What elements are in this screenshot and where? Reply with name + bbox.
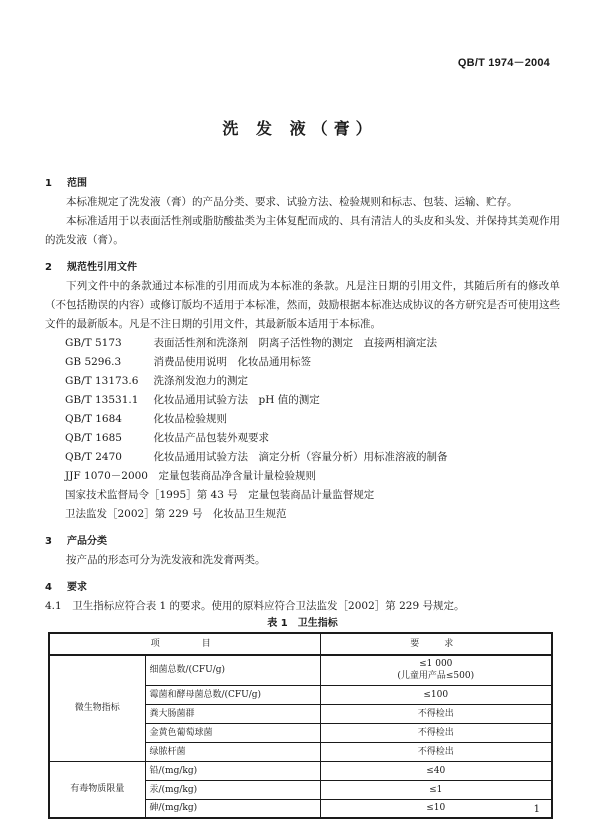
section-title: 要求: [67, 582, 87, 593]
section-number: 1: [45, 178, 52, 189]
table-header-row: [49, 633, 552, 655]
requirement-cell: 不得检出: [320, 704, 552, 723]
reference-code: QB/T 1685: [65, 432, 122, 444]
section-title: 产品分类: [67, 536, 107, 547]
clause-4-1: 4.1 卫生指标应符合表 1 的要求。使用的原料应符合卫法监发［2002］第 229 号规定。: [45, 600, 465, 612]
section-heading-requirements: [45, 578, 560, 597]
item-cell: 汞/(mg/kg): [145, 780, 320, 799]
reference-item: [65, 505, 560, 524]
item-cell: 粪大肠菌群: [145, 704, 320, 723]
reference-code: QB/T 1684: [65, 413, 122, 425]
section-title: 范围: [67, 178, 87, 189]
column-header-requirement: 要 求: [320, 633, 552, 655]
item-cell: 绿脓杆菌: [145, 742, 320, 761]
reference-code: GB/T 13531.1: [65, 394, 139, 406]
requirement-cell: ≤1: [320, 780, 552, 799]
reference-code: QB/T 2470: [65, 451, 122, 463]
requirement-cell: [320, 655, 552, 685]
reference-title: 定量包装商品净含量计量检验规则: [158, 470, 316, 482]
reference-code: JJF 1070－2000: [65, 470, 148, 482]
section-number: 3: [45, 536, 52, 547]
item-cell: 砷/(mg/kg): [145, 799, 320, 818]
group-label-toxic: 有毒物质限量: [49, 761, 145, 818]
item-cell: 细菌总数/(CFU/g): [145, 655, 320, 685]
table-row: [49, 655, 552, 685]
reference-code: GB 5296.3: [65, 356, 122, 368]
table-row: [49, 761, 552, 780]
section-number: 2: [45, 262, 52, 273]
reference-code: GB/T 5173: [65, 337, 122, 349]
reference-title: 洗涤剂发泡力的测定: [153, 375, 248, 387]
reference-item: [65, 391, 560, 410]
reference-item: [65, 353, 560, 372]
section-title: 规范性引用文件: [67, 262, 137, 273]
document-title: 洗 发 液（膏）: [222, 119, 378, 138]
scope-paragraph-2: 本标准适用于以表面活性剂或脂肪酸盐类为主体复配而成的、具有清洁人的头皮和头发、并保持其美观作用的洗发液（膏）。: [45, 215, 560, 246]
requirement-cell: ≤100: [320, 685, 552, 704]
requirement-cell: ≤40: [320, 761, 552, 780]
reference-title: 化妆品产品包装外观要求: [153, 432, 269, 444]
reference-code: GB/T 13173.6: [65, 375, 139, 387]
classification-paragraph: 按产品的形态可分为洗发液和洗发膏两类。: [66, 554, 266, 566]
reference-title: 化妆品通用试验方法 滴定分析（容量分析）用标准溶液的制备: [153, 451, 448, 463]
reference-list: [45, 334, 560, 524]
item-cell: 铅/(mg/kg): [145, 761, 320, 780]
reference-title: 表面活性剂和洗涤剂 阴离子活性物的测定 直接两相滴定法: [153, 337, 437, 349]
reference-item: [65, 334, 560, 353]
reference-item: [65, 372, 560, 391]
standard-code: QB/T 1974－2004: [457, 57, 550, 69]
column-header-item: 项 目: [49, 633, 320, 655]
section-heading-scope: [45, 174, 560, 193]
reference-code: 卫法监发［2002］第 229 号: [65, 508, 203, 520]
requirement-value: ≤1 000: [419, 659, 453, 670]
requirement-cell: 不得检出: [320, 723, 552, 742]
requirement-note: (儿童用产品≤500): [397, 671, 475, 682]
reference-title: 消费品使用说明 化妆品通用标签: [153, 356, 311, 368]
page-number: 1: [533, 804, 540, 815]
reference-code: 国家技术监督局令［1995］第 43 号: [65, 489, 238, 501]
item-cell: 金黄色葡萄球菌: [145, 723, 320, 742]
reference-item: [65, 467, 560, 486]
scope-paragraph-1: 本标准规定了洗发液（膏）的产品分类、要求、试验方法、检验规则和标志、包装、运输、贮存。: [66, 196, 518, 208]
reference-item: [65, 410, 560, 429]
reference-item: [65, 429, 560, 448]
reference-title: 化妆品检验规则: [153, 413, 227, 425]
reference-item: [65, 486, 560, 505]
section-number: 4: [45, 582, 52, 593]
reference-title: 化妆品通用试验方法 pH 值的测定: [153, 394, 320, 406]
section-heading-classification: [45, 532, 560, 551]
section-heading-normative-references: [45, 258, 560, 277]
document-body: [45, 174, 560, 819]
requirement-cell: ≤10: [320, 799, 552, 818]
reference-title: 化妆品卫生规范: [212, 508, 287, 520]
reference-item: [65, 448, 560, 467]
group-label-microbial: 微生物指标: [49, 655, 145, 761]
item-cell: 霉菌和酵母菌总数/(CFU/g): [145, 685, 320, 704]
hygiene-indicators-table: [48, 632, 553, 819]
reference-title: 定量包装商品计量监督规定: [248, 489, 375, 501]
references-intro-paragraph: 下列文件中的条款通过本标准的引用而成为本标准的条款。凡是注日期的引用文件，其随后所有的修改单（不包括勘误的内容）或修订版均不适用于本标准，然而，鼓励根据本标准达成协议的各方研究是否可使用这些文件的最新版本。凡是不注日期的引用文件，其最新版本适用于本标准。: [45, 280, 560, 330]
table-caption: 表 1 卫生指标: [267, 618, 338, 629]
requirement-cell: 不得检出: [320, 742, 552, 761]
